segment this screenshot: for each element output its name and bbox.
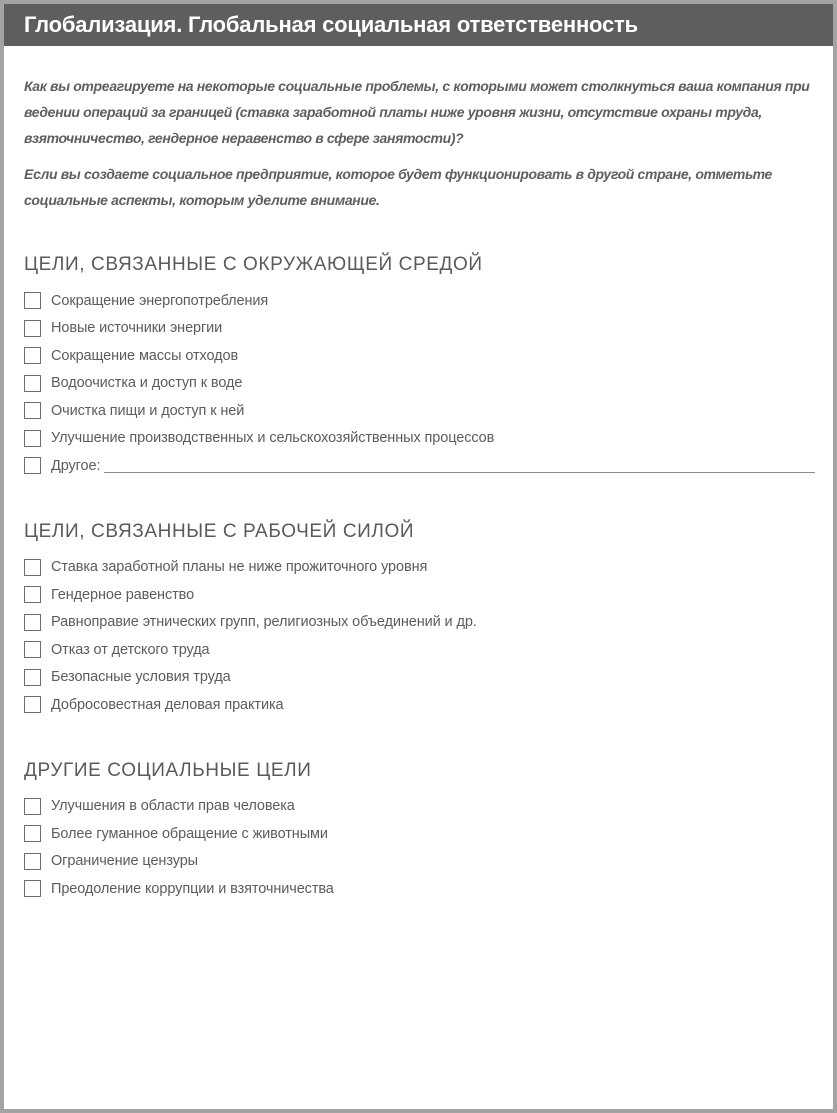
checkbox[interactable] bbox=[24, 375, 41, 392]
checkbox[interactable] bbox=[24, 457, 41, 474]
check-item-label: Гендерное равенство bbox=[51, 586, 195, 603]
check-item-label: Равноправие этнических групп, религиозных объединений и др. bbox=[51, 614, 477, 631]
check-item-living-wage bbox=[24, 554, 815, 582]
check-item-label: Очистка пищи и доступ к ней bbox=[51, 402, 245, 419]
check-item-new-energy bbox=[24, 315, 815, 343]
check-item-label: Отказ от детского труда bbox=[51, 641, 210, 658]
check-item-safe-conditions bbox=[24, 664, 815, 692]
checkbox[interactable] bbox=[24, 586, 41, 603]
check-item-human-rights bbox=[24, 793, 815, 821]
check-item-child-labor bbox=[24, 636, 815, 664]
checkbox[interactable] bbox=[24, 430, 41, 447]
checkbox[interactable] bbox=[24, 880, 41, 897]
check-item-animal-welfare bbox=[24, 820, 815, 848]
checkbox[interactable] bbox=[24, 347, 41, 364]
check-item-label: Преодоление коррупции и взяточничества bbox=[51, 880, 334, 897]
check-item-censorship bbox=[24, 848, 815, 876]
check-item-energy-reduction bbox=[24, 287, 815, 315]
check-item-ethnic-equality bbox=[24, 609, 815, 637]
check-item-food bbox=[24, 397, 815, 425]
checkbox[interactable] bbox=[24, 614, 41, 631]
check-item-label: Ограничение цензуры bbox=[51, 853, 198, 870]
check-item-other bbox=[24, 452, 815, 480]
checkbox[interactable] bbox=[24, 798, 41, 815]
check-item-label: Добросовестная деловая практика bbox=[51, 696, 284, 713]
checkbox[interactable] bbox=[24, 825, 41, 842]
checkbox[interactable] bbox=[24, 559, 41, 576]
check-item-gender-equality bbox=[24, 581, 815, 609]
checklist-workforce bbox=[24, 554, 815, 719]
intro-question: Как вы отреагируете на некоторые социальные проблемы, с которыми может столкнуться ваша компания при ведении операций за границей (ставка заработной платы ниже уровня жизни, отсутствие охраны труда, взяточничество, гендерное неравенство в сфере занятости)? bbox=[24, 78, 810, 146]
check-item-label: Более гуманное обращение с животными bbox=[51, 825, 328, 842]
check-item-label: Улучшение производственных и сельскохозяйственных процессов bbox=[51, 430, 495, 447]
check-item-label: Ставка заработной планы не ниже прожиточного уровня bbox=[51, 559, 428, 576]
checkbox[interactable] bbox=[24, 320, 41, 337]
check-item-label: Водоочистка и доступ к воде bbox=[51, 375, 243, 392]
check-item-waste-reduction bbox=[24, 342, 815, 370]
page-header bbox=[4, 4, 833, 46]
intro-instruction: Если вы создаете социальное предприятие, которое будет функционировать в другой стране, отметьте социальные аспекты, которым уделите внимание. bbox=[24, 166, 772, 208]
check-item-label: Улучшения в области прав человека bbox=[51, 798, 295, 815]
check-item-label: Сокращение энергопотребления bbox=[51, 292, 269, 309]
check-item-water bbox=[24, 370, 815, 398]
worksheet-content bbox=[4, 46, 833, 903]
checkbox[interactable] bbox=[24, 696, 41, 713]
check-item-corruption bbox=[24, 875, 815, 903]
page-title: Глобализация. Глобальная социальная ответственность bbox=[24, 12, 638, 37]
checkbox[interactable] bbox=[24, 853, 41, 870]
checkbox[interactable] bbox=[24, 402, 41, 419]
checkbox[interactable] bbox=[24, 641, 41, 658]
checklist-environment bbox=[24, 287, 815, 480]
checkbox[interactable] bbox=[24, 292, 41, 309]
checkbox[interactable] bbox=[24, 669, 41, 686]
check-item-label: Сокращение массы отходов bbox=[51, 347, 239, 364]
check-item-label: Новые источники энергии bbox=[51, 320, 223, 337]
section-title-workforce: ЦЕЛИ, СВЯЗАННЫЕ С РАБОЧЕЙ СИЛОЙ bbox=[24, 520, 415, 542]
section-title-environment: ЦЕЛИ, СВЯЗАННЫЕ С ОКРУЖАЮЩЕЙ СРЕДОЙ bbox=[24, 254, 483, 275]
check-item-processes bbox=[24, 425, 815, 453]
checklist-other-social bbox=[24, 793, 815, 903]
other-label: Другое: bbox=[51, 457, 101, 474]
other-input-line[interactable] bbox=[104, 472, 815, 473]
check-item-fair-business bbox=[24, 691, 815, 719]
check-item-label: Безопасные условия труда bbox=[51, 669, 231, 686]
section-title-other-social: ДРУГИЕ СОЦИАЛЬНЫЕ ЦЕЛИ bbox=[24, 759, 312, 781]
